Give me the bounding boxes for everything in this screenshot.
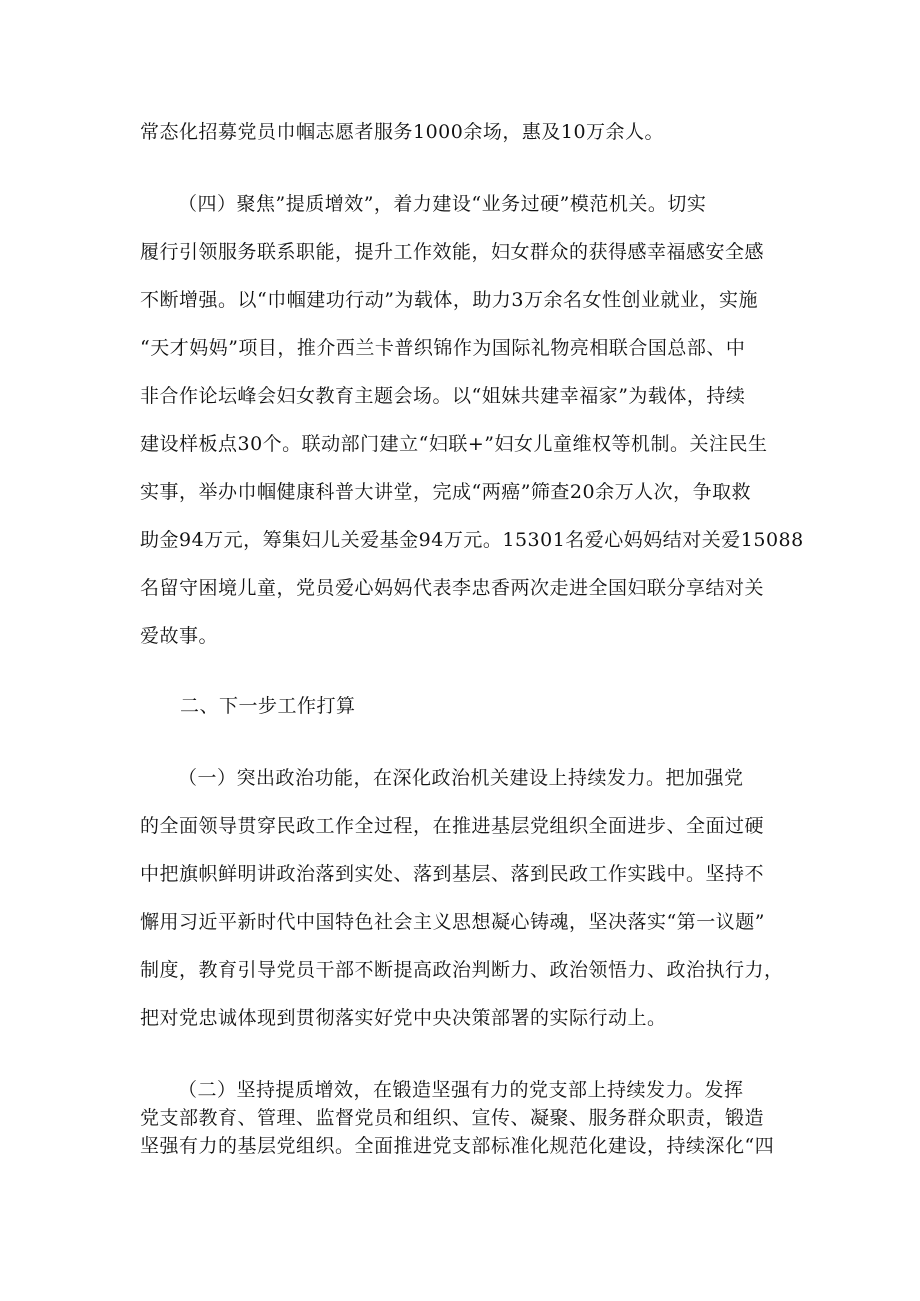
paragraph-3-line-5: 制度，教育引导党员干部不断提高政治判断力、政治领悟力、政治执行力， xyxy=(140,959,784,981)
paragraph-2-line-5: 非合作论坛峰会妇女教育主题会场。以“姐妹共建幸福家”为载体，持续 xyxy=(140,385,746,407)
paragraph-3-line-6: 把对党忠诚体现到贯彻落实好党中央决策部署的实际行动上。 xyxy=(140,1007,667,1029)
paragraph-2-line-9: 名留守困境儿童，党员爱心妈妈代表李忠香两次走进全国妇联分享结对关 xyxy=(140,577,765,599)
paragraph-3-line-1: （一）突出政治功能，在深化政治机关建设上持续发力。把加强党 xyxy=(178,767,744,789)
paragraph-2-line-2: 履行引领服务联系职能，提升工作效能，妇女群众的获得感幸福感安全感 xyxy=(140,241,765,263)
paragraph-2-line-6: 建设样板点30个。联动部门建立“妇联+”妇女儿童维权等机制。关注民生 xyxy=(140,433,768,455)
paragraph-3-line-4: 懈用习近平新时代中国特色社会主义思想凝心铸魂，坚决落实“第一议题” xyxy=(140,911,765,933)
paragraph-4-line-1: （二）坚持提质增效，在锻造坚强有力的党支部上持续发力。发挥 xyxy=(178,1079,744,1101)
paragraph-2-line-1: （四）聚焦”提质增效”，着力建设“业务过硬”模范机关。切实 xyxy=(178,193,707,215)
paragraph-4-line-2: 党支部教育、管理、监督党员和组织、宣传、凝聚、服务群众职责，锻造 xyxy=(140,1107,765,1129)
paragraph-1-line-1: 常态化招募党员巾帼志愿者服务1000余场，惠及10万余人。 xyxy=(140,121,665,143)
paragraph-2-line-7: 实事，举办巾帼健康科普大讲堂，完成“两癌”筛查20余万人次，争取救 xyxy=(140,481,752,503)
paragraph-2-line-8: 助金94万元，筹集妇儿关爱基金94万元。15301名爱心妈妈结对关爱15088 xyxy=(140,529,804,551)
paragraph-3-line-3: 中把旗帜鲜明讲政治落到实处、落到基层、落到民政工作实践中。坚持不 xyxy=(140,863,765,885)
paragraph-2-line-4: “天才妈妈”项目，推介西兰卡普织锦作为国际礼物亮相联合国总部、中 xyxy=(140,337,746,359)
paragraph-4-line-3: 坚强有力的基层党组织。全面推进党支部标准化规范化建设，持续深化“四 xyxy=(140,1135,775,1157)
section-heading: 二、下一步工作打算 xyxy=(180,695,356,717)
paragraph-3-line-2: 的全面领导贯穿民政工作全过程，在推进基层党组织全面进步、全面过硬 xyxy=(140,815,765,837)
paragraph-2-line-10: 爱故事。 xyxy=(140,625,219,647)
paragraph-2-line-3: 不断增强。以“巾帼建功行动”为载体，助力3万余名女性创业就业，实施 xyxy=(140,289,759,311)
